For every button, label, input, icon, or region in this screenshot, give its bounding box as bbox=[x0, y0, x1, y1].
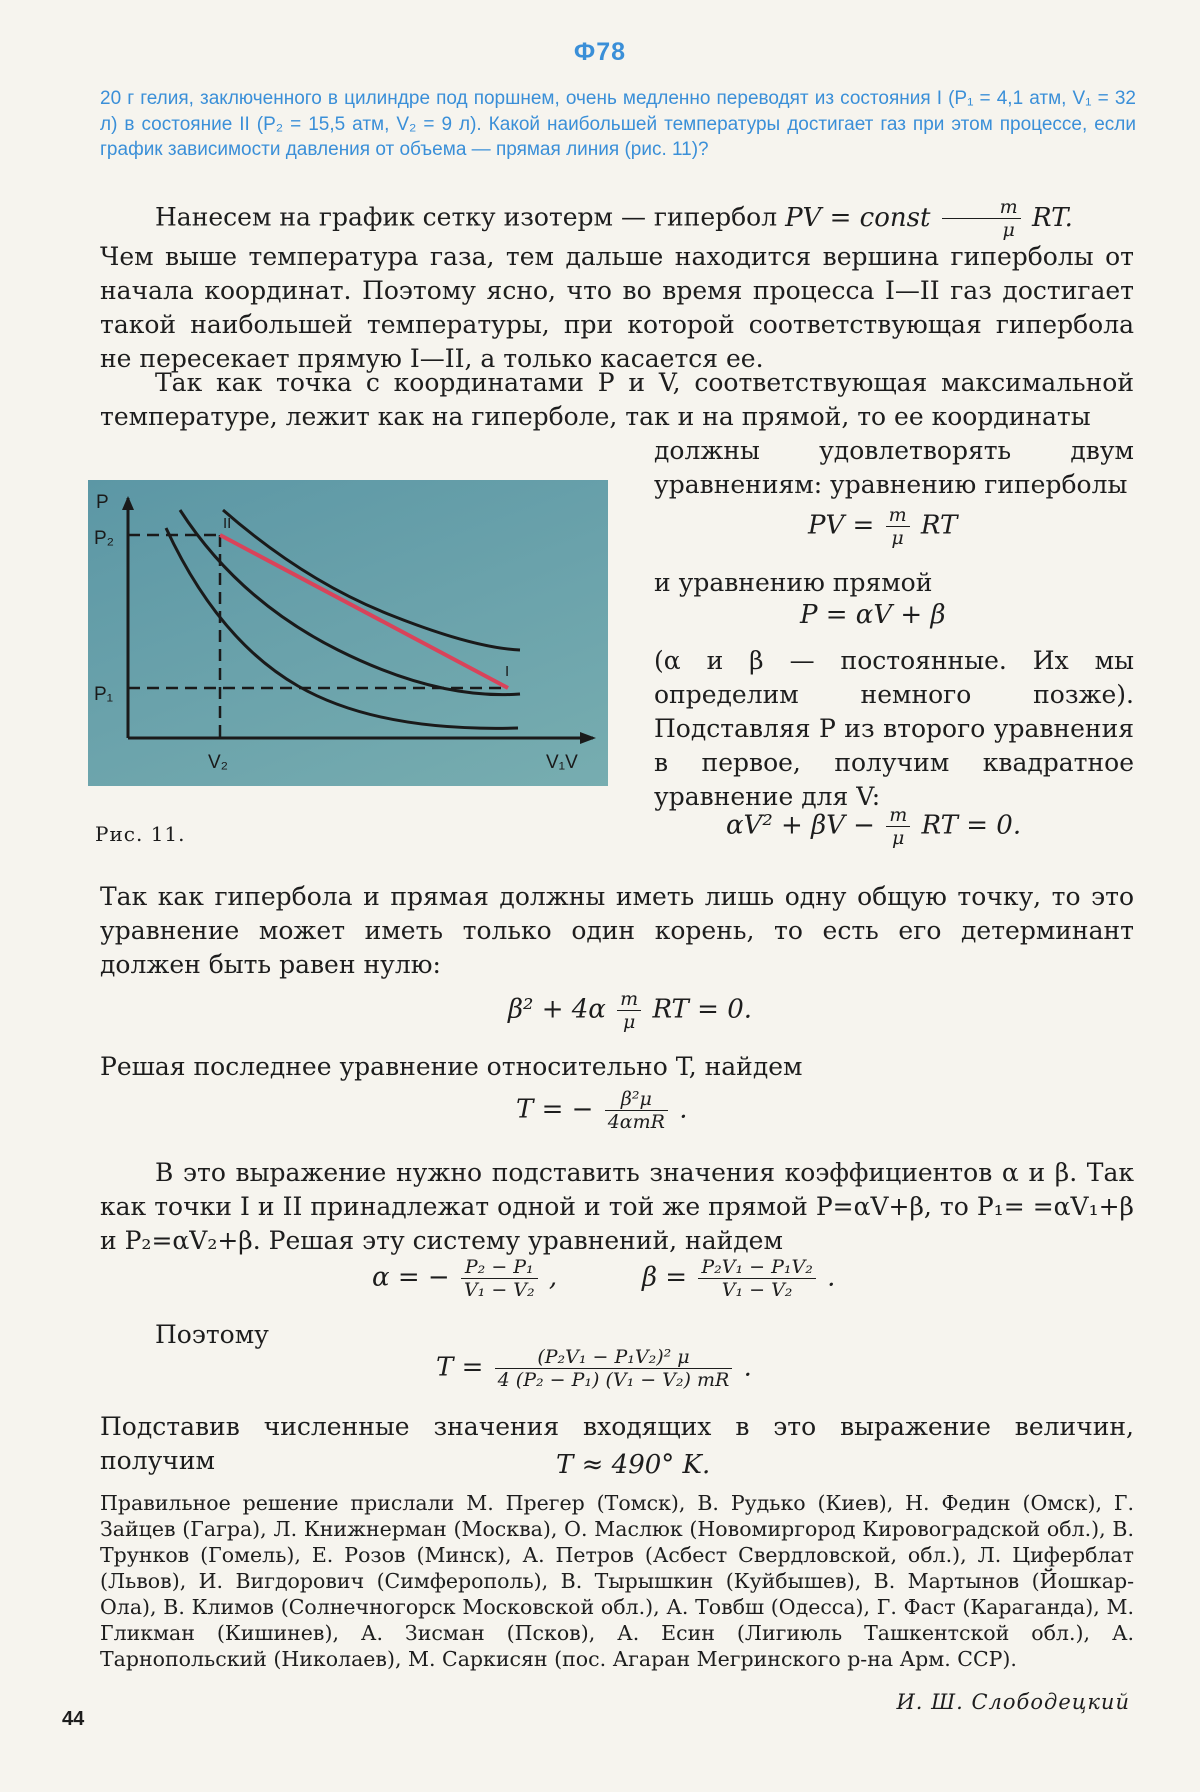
equation-rhs: . bbox=[827, 1262, 836, 1293]
problem-heading: Ф78 bbox=[573, 38, 627, 66]
paragraph-substitution: (α и β — постоянные. Их мы определим немного позже). Подставляя P из второго уравнения в первое, получим квадратное уравнение для V: bbox=[654, 646, 1134, 811]
problem-statement: 20 г гелия, заключенного в цилиндре под поршнем, очень медленно переводят из состояния I (P₁ = 4,1 атм, V₁ = 32 л) в состояние II (P₂ = 15,5 атм, V₂ = 9 л). Какой наибольшей температуры достигает газ при этом процессе, если график зависимости давления от объема — прямая линия (рис. 11)? bbox=[100, 88, 1136, 160]
fraction-numerator: m bbox=[617, 988, 641, 1011]
equation-hyperbola bbox=[808, 504, 957, 549]
equation-line: P = αV + β bbox=[800, 600, 946, 630]
fraction-denominator: μ bbox=[891, 527, 904, 549]
label-point-i: I bbox=[505, 663, 510, 680]
paragraph-max-temperature: Так как точка с координатами P и V, соответствующая максимальной температуре, лежит как на гиперболе, так и на прямой, то ее координаты bbox=[100, 368, 1134, 431]
equation-alpha bbox=[372, 1256, 557, 1301]
p-axis-arrow bbox=[122, 496, 134, 510]
equation-lhs: T = − bbox=[516, 1094, 594, 1125]
paragraph-isotherms bbox=[100, 196, 1134, 241]
equation-fraction bbox=[495, 1346, 733, 1391]
fraction-denominator: μ bbox=[1002, 219, 1015, 241]
equation-final bbox=[436, 1346, 752, 1391]
v-axis-arrow bbox=[580, 732, 596, 744]
fraction-numerator: m bbox=[886, 804, 910, 827]
equation-lhs: α = − bbox=[372, 1262, 450, 1293]
line-equation-intro: и уравнению прямой bbox=[654, 568, 933, 597]
paragraph-therefore: Поэтому bbox=[155, 1320, 269, 1349]
equation-beta bbox=[642, 1256, 835, 1301]
pv-diagram bbox=[88, 480, 608, 786]
paragraph-determinant: Так как гипербола и прямая должны иметь лишь одну общую точку, то это уравнение может иметь только один корень, то есть его детерминант должен быть равен нулю: bbox=[100, 882, 1134, 979]
isotherm-high bbox=[223, 510, 520, 650]
equation-rhs: RT = 0. bbox=[921, 810, 1022, 841]
figure-pv-diagram bbox=[88, 480, 608, 786]
fraction-numerator: m bbox=[942, 196, 1021, 219]
equation-rhs: RT = 0. bbox=[652, 994, 753, 1025]
fraction-denominator: V₁ − V₂ bbox=[721, 1279, 793, 1301]
credits-list: Правильное решение прислали М. Прегер (Томск), В. Рудько (Киев), Н. Федин (Омск), Г. Зайцев (Гагра), Л. Книжнерман (Москва), О. Маслюк (Новомиргород Кировоградской обл.), В. Трунков (Гомель), Е. Розов (Минск), А. Петров (Асбест Свердловской, обл.), Л. Циферблат (Львов), И. Вигдорович (Симферополь), В. Тырышкин (Куйбышев), В. Мартынов (Йошкар-Ола), В. Климов (Солнечногорск Московской обл.), А. Товбш (Одесса), Г. Фаст (Караганда), М. Гликман (Кишинев), А. Зисман (Псков), А. Есин (Лигиюль Ташкентской обл.), А. Тарнопольский (Николаев), М. Саркисян (пос. Агаран Мегринского р-на Арм. ССР). bbox=[100, 1491, 1134, 1671]
formula-fraction bbox=[942, 196, 1021, 241]
equation-lhs: T = bbox=[436, 1352, 484, 1383]
equation-rhs: . bbox=[743, 1352, 752, 1383]
equation-fraction bbox=[605, 1088, 668, 1133]
paragraph-numeric: Подставив численные значения входящих в это выражение величин, получим bbox=[100, 1412, 1134, 1475]
page-number: 44 bbox=[62, 1708, 85, 1730]
label-v1-v: V₁V bbox=[546, 752, 578, 773]
equation-lhs: β² + 4α bbox=[508, 994, 606, 1025]
equation-lhs: αV² + βV − bbox=[726, 810, 875, 841]
paragraph-solving: Решая последнее уравнение относительно T, найдем bbox=[100, 1052, 803, 1081]
equation-fraction bbox=[461, 1256, 538, 1301]
label-p2: P₂ bbox=[94, 528, 115, 549]
equation-rhs: , bbox=[548, 1262, 558, 1293]
fraction-numerator: m bbox=[886, 504, 910, 527]
fraction-numerator: P₂V₁ − P₁V₂ bbox=[698, 1256, 815, 1279]
formula-lhs: PV = const bbox=[785, 202, 931, 233]
paragraph-isotherms-text: Нанесем на график сетку изотерм — гипербол bbox=[155, 202, 786, 232]
equation-fraction bbox=[617, 988, 641, 1033]
formula-rhs: RT. bbox=[1031, 202, 1073, 233]
paragraph-coefficients: В это выражение нужно подставить значения коэффициентов α и β. Так как точки I и II принадлежат одной и той же прямой P=αV+β, то P₁= =αV₁+β и P₂=αV₂+β. Решая эту систему уравнений, найдем bbox=[100, 1158, 1134, 1255]
label-p1: P₁ bbox=[94, 684, 114, 705]
equation-determinant bbox=[508, 988, 752, 1033]
equation-lhs: β = bbox=[642, 1262, 688, 1293]
fraction-denominator: V₁ − V₂ bbox=[463, 1279, 535, 1301]
fraction-denominator: 4 (P₂ − P₁) (V₁ − V₂) mR bbox=[497, 1369, 730, 1391]
equation-result: T ≈ 490° K. bbox=[556, 1450, 711, 1480]
inline-formula bbox=[785, 196, 1073, 241]
fraction-denominator: μ bbox=[892, 827, 905, 849]
fraction-numerator: β²μ bbox=[605, 1088, 668, 1111]
figure-caption: Рис. 11. bbox=[95, 822, 186, 846]
fraction-numerator: (P₂V₁ − P₁V₂)² μ bbox=[495, 1346, 733, 1369]
paragraph-isotherms-continued: Чем выше температура газа, тем дальше находится вершина гиперболы от начала координат. Поэтому ясно, что во время процесса I—II газ достигает такой наибольшей температуры, при которой соответствующая гипербола не пересекает прямую I—II, а только касается ее. bbox=[100, 242, 1134, 373]
author-signature: И. Ш. Слободецкий bbox=[896, 1690, 1130, 1714]
fraction-denominator: 4αmR bbox=[607, 1111, 665, 1133]
equation-rhs: . bbox=[679, 1094, 688, 1125]
paragraph-two-equations: должны удовлетворять двум уравнениям: уравнению гиперболы bbox=[654, 436, 1134, 499]
equation-fraction bbox=[698, 1256, 815, 1301]
fraction-numerator: P₂ − P₁ bbox=[461, 1256, 538, 1279]
equation-fraction bbox=[886, 504, 910, 549]
label-point-ii: II bbox=[223, 515, 232, 532]
equation-temperature bbox=[516, 1088, 688, 1133]
equation-quadratic bbox=[726, 804, 1021, 849]
equation-lhs: PV = bbox=[808, 510, 875, 541]
equation-rhs: RT bbox=[920, 510, 958, 541]
label-v2: V₂ bbox=[208, 752, 229, 773]
label-p: P bbox=[96, 492, 109, 513]
fraction-denominator: μ bbox=[622, 1011, 636, 1033]
equation-fraction bbox=[886, 804, 910, 849]
process-line bbox=[220, 535, 508, 688]
